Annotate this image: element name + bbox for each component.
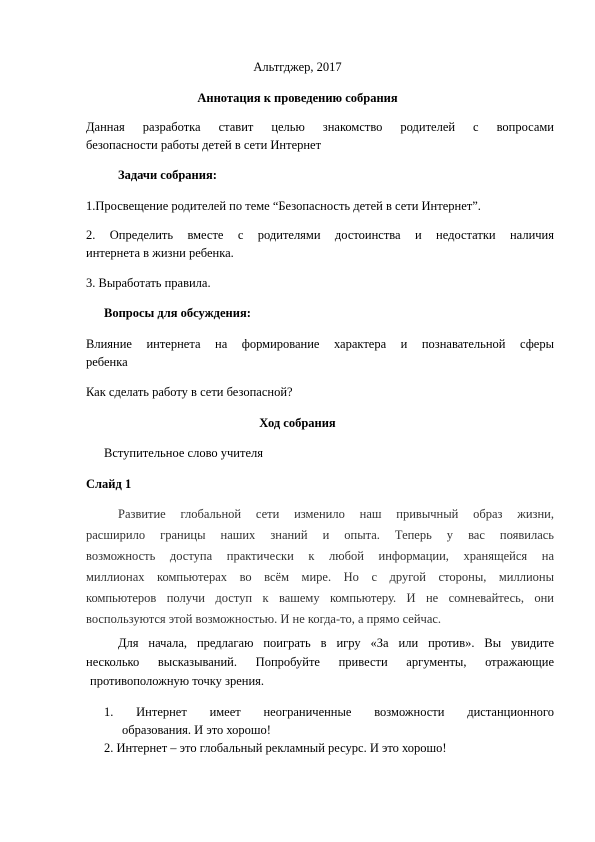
list-item-2: 2. Интернет – это глобальный рекламный ресурс. И это хорошо! — [104, 741, 447, 755]
game-paragraph-line-1: Для начала, предлагаю поиграть в игру «За или против». Вы увидите — [118, 636, 554, 650]
game-paragraph-line-2: несколько высказываний. Попробуйте привести аргументы, отражающие — [86, 655, 554, 669]
list-item-1-line-2: образования. И это хорошо! — [122, 723, 271, 737]
question-1-line-1: Влияние интернета на формирование характера и познавательной сферы — [86, 337, 554, 351]
questions-heading: Вопросы для обсуждения: — [104, 306, 251, 320]
slide-paragraph-line-3: возможность доступа практически к любой информации, хранящейся на — [86, 549, 554, 563]
slide-paragraph-line-2: расширило границы наших знаний и опыта. Теперь у вас появилась — [86, 528, 554, 542]
course-heading: Ход собрания — [259, 416, 336, 430]
question-1-line-2: ребенка — [86, 355, 128, 369]
annotation-title: Аннотация к проведению собрания — [197, 91, 398, 105]
intro-word: Вступительное слово учителя — [104, 446, 263, 460]
task-3: 3. Выработать правила. — [86, 276, 211, 290]
header-place-year: Альтгджер, 2017 — [253, 60, 342, 74]
tasks-heading: Задачи собрания: — [118, 168, 217, 182]
task-1: 1.Просвещение родителей по теме “Безопасность детей в сети Интернет”. — [86, 199, 481, 213]
list-item-1-line-1: 1. Интернет имеет неограниченные возможности дистанционного — [104, 705, 554, 719]
slide-paragraph-line-1: Развитие глобальной сети изменило наш привычный образ жизни, — [118, 507, 554, 521]
intro-line-1: Данная разработка ставит целью знакомство родителей с вопросами — [86, 120, 554, 134]
slide-paragraph-line-6: воспользуются этой возможностью. И не когда-то, а прямо сейчас. — [86, 612, 442, 626]
slide-heading: Слайд 1 — [86, 477, 132, 491]
slide-paragraph-line-4: миллионах компьютерах во всём мире. Но с другой стороны, миллионы — [86, 570, 554, 584]
game-paragraph-line-3: противоположную точку зрения. — [90, 674, 265, 688]
task-2-line-2: интернета в жизни ребенка. — [86, 246, 234, 260]
question-2: Как сделать работу в сети безопасной? — [86, 385, 293, 399]
intro-line-2: безопасности работы детей в сети Интернет — [86, 138, 322, 152]
slide-paragraph-line-5: компьютеров получи доступ к вашему компьютеру. И не сомневайтесь, они — [86, 591, 554, 605]
task-2-line-1: 2. Определить вместе с родителями достоинства и недостатки наличия — [86, 228, 554, 242]
